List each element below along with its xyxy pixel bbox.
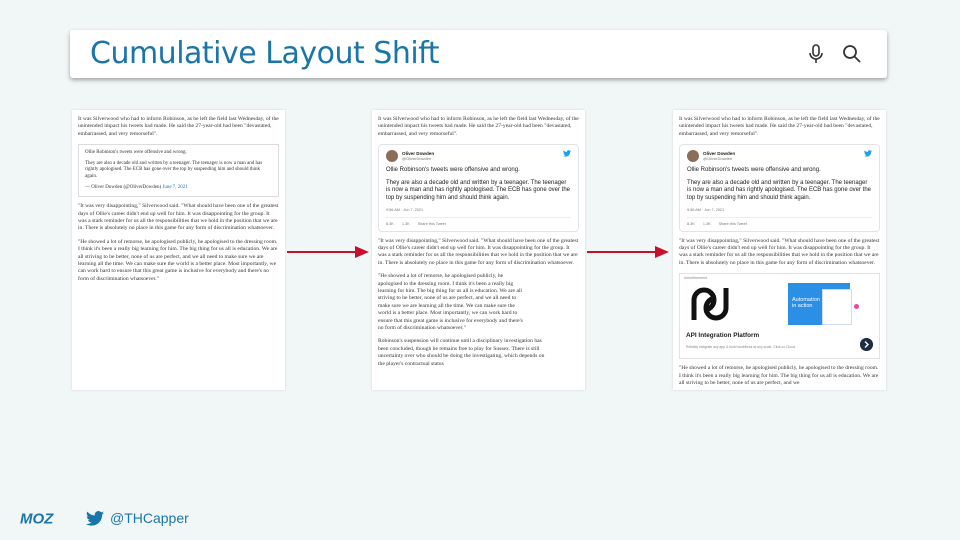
avatar	[687, 150, 699, 162]
brand-logo-icon	[690, 286, 730, 322]
tweet-author-name: Oliver Dowden	[402, 151, 435, 157]
article-intro: It was Silverwood who had to inform Robinson, as he left the field last Wednesday, of the unintended impact his tweets had made. He said the 27-year-old had been "devastated, embarrassed, and very remorseful".	[78, 116, 279, 137]
microphone-icon[interactable]	[804, 42, 828, 66]
article-quote-2: "He showed a lot of remorse, he apologised publicly, he apologised to the dressing room. I think it's been a really big learning for him. The big thing for us all is education. We are all striving to be better, none of us are perfect, and we all need to make sure we are learning all the time. We can make sure the world is a better place. Most importantly, we can work hard to ensure that this great game is inclusive for everybody and there's no form of discrimination whatsoever."	[78, 238, 278, 282]
twitter-handle: @THCapper	[110, 510, 189, 526]
ad-subtext: Reliably integrate any app & build workflows at any scale. Click.co Cloud	[686, 345, 795, 350]
tweet-card[interactable]	[679, 144, 880, 231]
tweet-text-2: They are also a decade old and written by a teenager. The teenager is now a man and has rightly apologised. The ECB has gone over the top by suspending him and should think again.	[386, 179, 571, 201]
decorative-dot	[854, 304, 859, 309]
share-tweet-link[interactable]: Share this Tweet	[417, 221, 446, 226]
article-quote-2: "He showed a lot of remorse, he apologised publicly, he apologised to the dressing room. I think it's been a really big learning for him. The big thing for us all is education. We are all striving to be better, none of us are perfect, and we	[679, 365, 879, 387]
article-panel-ad-loaded	[673, 110, 886, 390]
search-icon[interactable]	[840, 42, 864, 66]
article-intro: It was Silverwood who had to inform Robinson, as he left the field last Wednesday, of the unintended impact his tweets had made. He said the 27-year-old had been "devastated, embarrassed, and very remorseful".	[378, 116, 579, 137]
article-intro: It was Silverwood who had to inform Robinson, as he left the field last Wednesday, of the unintended impact his tweets had made. He said the 27-year-old had been "devastated, embarrassed, and very remorseful".	[679, 116, 880, 137]
avatar	[386, 150, 398, 162]
slide-header	[70, 30, 887, 78]
ad-promo-text-1: Automation	[792, 297, 820, 304]
arrow-right-icon	[587, 245, 669, 259]
svg-text:MOZ: MOZ	[20, 510, 54, 526]
like-count[interactable]: 8.3K	[386, 221, 394, 226]
twitter-bird-icon[interactable]	[563, 150, 571, 157]
article-quote-1: "It was very disappointing," Silverwood said. "What should have been one of the greatest days of Ollie's career didn't end up well for him. It was disappointing for the group. It was a stark reminder for us all the responsibilities that we hold in the position that we are in. There is absolutely no place in this game for any form of discrimination whatsoever.	[679, 237, 880, 266]
unstyled-tweet-embed	[78, 144, 279, 197]
embed-date-link[interactable]: June 7, 2021	[162, 184, 188, 190]
tweet-text-1: Ollie Robinson's tweets were offensive and wrong.	[687, 167, 821, 174]
tweet-timestamp: 9:56 AM · Jun 7, 2021	[386, 207, 424, 212]
reply-count[interactable]: 1.3K	[702, 221, 711, 226]
ad-promo-image	[788, 283, 850, 325]
embed-attribution: — Oliver Dowden (@OliverDowden)	[85, 184, 162, 190]
ad-label: Advertisement	[684, 276, 707, 281]
tweet-timestamp: 9:56 AM · Jun 7, 2021	[687, 207, 725, 212]
ad-headline: API Integration Platform	[686, 332, 760, 340]
twitter-bird-icon[interactable]	[864, 150, 872, 157]
slide-title: Cumulative Layout Shift	[90, 36, 439, 71]
article-quote-1: "It was very disappointing," Silverwood said. "What should have been one of the greatest days of Ollie's career didn't end up well for him. It was disappointing for the group. It was a stark reminder for us all the responsibilities that we hold in the position that we are in. There is absolutely no place in this game for any form of discrimination whatsoever.	[78, 203, 279, 232]
embed-line-1: Ollie Robinson's tweets were offensive and wrong.	[85, 150, 187, 156]
embed-line-2: They are also a decade old and written by a teenager. The teenager is now a man and has rightly apologised. The ECB has gone over the top by suspending him and should think again.	[85, 160, 263, 179]
article-panel-tweet-loaded	[372, 110, 585, 390]
article-quote-2: "He showed a lot of remorse, he apologised publicly, he apologised to the dressing room. I think it's been a really big learning for him. The big thing for us all is education. We are all striving to be better, none of us are perfect, and we all need to make sure we are learning all the time. We can make sure the world is a better place. Most importantly, we can work hard to ensure that this great game is inclusive for everybody and there's no form of discrimination whatsoever."	[378, 273, 523, 332]
arrow-right-icon	[287, 245, 369, 259]
tweet-text-2: They are also a decade old and written by a teenager. The teenager is now a man and has rightly apologised. The ECB has gone over the top by suspending him and should think again.	[687, 179, 872, 201]
ad-promo-text-2: in action	[792, 303, 813, 310]
article-quote-1: "It was very disappointing," Silverwood said. "What should have been one of the greatest days of Ollie's career didn't end up well for him. It was disappointing for the group. It was a stark reminder for us all the responsibilities that we hold in the position that we are in. There is absolutely no place in this game for any form of discrimination whatsoever.	[378, 237, 579, 266]
tweet-author-handle: @OliverDowden	[703, 156, 733, 162]
reply-count[interactable]: 1.3K	[401, 221, 410, 226]
tweet-card[interactable]	[378, 144, 579, 231]
article-para-3: Robinson's suspension will continue until a disciplinary investigation has been concluded, though he remains free to play for Sussex. There is still uncertainty over who should be doing the investigating, which depends on the player's contractual status	[378, 338, 545, 367]
tweet-author-name: Oliver Dowden	[703, 151, 736, 157]
promo-card	[822, 289, 852, 325]
article-panel-before	[72, 110, 285, 390]
share-tweet-link[interactable]: Share this Tweet	[718, 221, 747, 226]
like-count[interactable]: 8.3K	[687, 221, 695, 226]
tweet-text-1: Ollie Robinson's tweets were offensive and wrong.	[386, 167, 520, 174]
twitter-bird-icon	[86, 511, 104, 526]
chevron-right-icon[interactable]	[860, 338, 873, 351]
tweet-author-handle: @OliverDowden	[402, 156, 432, 162]
moz-logo-icon	[20, 510, 70, 526]
advertisement[interactable]	[679, 273, 880, 359]
